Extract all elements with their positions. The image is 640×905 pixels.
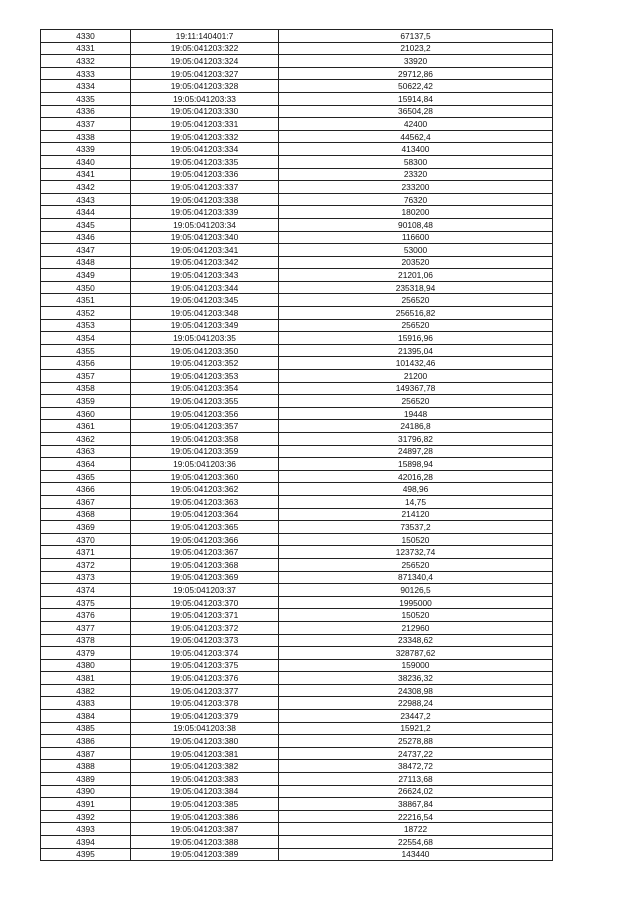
row-number-cell: 4395	[41, 848, 131, 861]
row-number-cell: 4380	[41, 659, 131, 672]
table-row	[41, 30, 553, 43]
table-row	[41, 722, 553, 735]
row-number-cell: 4333	[41, 67, 131, 80]
table-row	[41, 244, 553, 257]
row-number-cell: 4338	[41, 130, 131, 143]
row-number-cell: 4353	[41, 319, 131, 332]
cadastral-number-cell: 19:05:041203:324	[131, 55, 279, 68]
table-row	[41, 332, 553, 345]
table-row	[41, 80, 553, 93]
table-row	[41, 634, 553, 647]
row-number-cell: 4392	[41, 810, 131, 823]
table-row	[41, 760, 553, 773]
table-row	[41, 319, 553, 332]
value-cell: 50622,42	[279, 80, 553, 93]
value-cell: 33920	[279, 55, 553, 68]
table-row	[41, 155, 553, 168]
table-row	[41, 307, 553, 320]
cadastral-number-cell: 19:05:041203:336	[131, 168, 279, 181]
table-row	[41, 836, 553, 849]
row-number-cell: 4349	[41, 269, 131, 282]
table-row	[41, 710, 553, 723]
table-row	[41, 785, 553, 798]
value-cell: 256520	[279, 395, 553, 408]
value-cell: 21023,2	[279, 42, 553, 55]
cadastral-number-cell: 19:05:041203:356	[131, 407, 279, 420]
cadastral-number-cell: 19:05:041203:375	[131, 659, 279, 672]
row-number-cell: 4346	[41, 231, 131, 244]
value-cell: 38472,72	[279, 760, 553, 773]
value-cell: 256520	[279, 558, 553, 571]
row-number-cell: 4372	[41, 558, 131, 571]
row-number-cell: 4359	[41, 395, 131, 408]
cadastral-number-cell: 19:05:041203:328	[131, 80, 279, 93]
table-row	[41, 118, 553, 131]
cadastral-number-cell: 19:05:041203:378	[131, 697, 279, 710]
cadastral-number-cell: 19:05:041203:373	[131, 634, 279, 647]
value-cell: 24186,8	[279, 420, 553, 433]
table-row	[41, 420, 553, 433]
cadastral-number-cell: 19:05:041203:338	[131, 193, 279, 206]
row-number-cell: 4341	[41, 168, 131, 181]
table-row	[41, 533, 553, 546]
row-number-cell: 4360	[41, 407, 131, 420]
value-cell: 180200	[279, 206, 553, 219]
row-number-cell: 4374	[41, 584, 131, 597]
value-cell: 24897,28	[279, 445, 553, 458]
value-cell: 44562,4	[279, 130, 553, 143]
value-cell: 19448	[279, 407, 553, 420]
cadastral-number-cell: 19:11:140401:7	[131, 30, 279, 43]
cadastral-number-cell: 19:05:041203:362	[131, 483, 279, 496]
table-body	[41, 30, 553, 861]
cadastral-number-cell: 19:05:041203:35	[131, 332, 279, 345]
row-number-cell: 4384	[41, 710, 131, 723]
table-row	[41, 395, 553, 408]
value-cell: 29712,86	[279, 67, 553, 80]
table-row	[41, 798, 553, 811]
cadastral-number-cell: 19:05:041203:332	[131, 130, 279, 143]
cadastral-number-cell: 19:05:041203:348	[131, 307, 279, 320]
value-cell: 27113,68	[279, 773, 553, 786]
table-row	[41, 483, 553, 496]
value-cell: 38867,84	[279, 798, 553, 811]
table-row	[41, 370, 553, 383]
row-number-cell: 4354	[41, 332, 131, 345]
value-cell: 53000	[279, 244, 553, 257]
value-cell: 214120	[279, 508, 553, 521]
table-row	[41, 269, 553, 282]
cadastral-number-cell: 19:05:041203:388	[131, 836, 279, 849]
value-cell: 256520	[279, 294, 553, 307]
cadastral-number-cell: 19:05:041203:335	[131, 155, 279, 168]
table-row	[41, 470, 553, 483]
cadastral-number-cell: 19:05:041203:385	[131, 798, 279, 811]
value-cell: 212960	[279, 621, 553, 634]
cadastral-number-cell: 19:05:041203:334	[131, 143, 279, 156]
cadastral-number-cell: 19:05:041203:345	[131, 294, 279, 307]
value-cell: 22554,68	[279, 836, 553, 849]
cadastral-number-cell: 19:05:041203:389	[131, 848, 279, 861]
row-number-cell: 4391	[41, 798, 131, 811]
table-row	[41, 193, 553, 206]
table-row	[41, 584, 553, 597]
value-cell: 38236,32	[279, 672, 553, 685]
table-row	[41, 382, 553, 395]
row-number-cell: 4382	[41, 684, 131, 697]
row-number-cell: 4363	[41, 445, 131, 458]
row-number-cell: 4340	[41, 155, 131, 168]
row-number-cell: 4345	[41, 218, 131, 231]
row-number-cell: 4351	[41, 294, 131, 307]
value-cell: 328787,62	[279, 647, 553, 660]
table-row	[41, 546, 553, 559]
cadastral-number-cell: 19:05:041203:360	[131, 470, 279, 483]
cadastral-number-cell: 19:05:041203:383	[131, 773, 279, 786]
value-cell: 15914,84	[279, 92, 553, 105]
cadastral-number-cell: 19:05:041203:358	[131, 433, 279, 446]
cadastral-number-cell: 19:05:041203:369	[131, 571, 279, 584]
cadastral-number-cell: 19:05:041203:340	[131, 231, 279, 244]
cadastral-number-cell: 19:05:041203:364	[131, 508, 279, 521]
row-number-cell: 4387	[41, 747, 131, 760]
cadastral-number-cell: 19:05:041203:367	[131, 546, 279, 559]
table-row	[41, 621, 553, 634]
table-row	[41, 596, 553, 609]
cadastral-number-cell: 19:05:041203:339	[131, 206, 279, 219]
value-cell: 256520	[279, 319, 553, 332]
value-cell: 73537,2	[279, 521, 553, 534]
cadastral-number-cell: 19:05:041203:368	[131, 558, 279, 571]
value-cell: 15898,94	[279, 458, 553, 471]
cadastral-number-cell: 19:05:041203:330	[131, 105, 279, 118]
cadastral-number-cell: 19:05:041203:350	[131, 344, 279, 357]
row-number-cell: 4379	[41, 647, 131, 660]
row-number-cell: 4344	[41, 206, 131, 219]
value-cell: 90108,48	[279, 218, 553, 231]
table-row	[41, 571, 553, 584]
table-row	[41, 445, 553, 458]
row-number-cell: 4339	[41, 143, 131, 156]
row-number-cell: 4385	[41, 722, 131, 735]
value-cell: 31796,82	[279, 433, 553, 446]
cadastral-number-cell: 19:05:041203:366	[131, 533, 279, 546]
value-cell: 150520	[279, 533, 553, 546]
row-number-cell: 4358	[41, 382, 131, 395]
cadastral-number-cell: 19:05:041203:342	[131, 256, 279, 269]
value-cell: 15921,2	[279, 722, 553, 735]
value-cell: 24737,22	[279, 747, 553, 760]
value-cell: 413400	[279, 143, 553, 156]
cadastral-number-cell: 19:05:041203:363	[131, 495, 279, 508]
row-number-cell: 4394	[41, 836, 131, 849]
cadastral-number-cell: 19:05:041203:344	[131, 281, 279, 294]
value-cell: 22988,24	[279, 697, 553, 710]
value-cell: 22216,54	[279, 810, 553, 823]
value-cell: 90126,5	[279, 584, 553, 597]
table-row	[41, 231, 553, 244]
row-number-cell: 4330	[41, 30, 131, 43]
cadastral-number-cell: 19:05:041203:386	[131, 810, 279, 823]
value-cell: 116600	[279, 231, 553, 244]
row-number-cell: 4343	[41, 193, 131, 206]
value-cell: 42400	[279, 118, 553, 131]
row-number-cell: 4376	[41, 609, 131, 622]
table-row	[41, 294, 553, 307]
table-row	[41, 181, 553, 194]
cadastral-number-cell: 19:05:041203:331	[131, 118, 279, 131]
table-row	[41, 218, 553, 231]
table-row	[41, 55, 553, 68]
value-cell: 143440	[279, 848, 553, 861]
row-number-cell: 4365	[41, 470, 131, 483]
value-cell: 101432,46	[279, 357, 553, 370]
cadastral-number-cell: 19:05:041203:380	[131, 735, 279, 748]
row-number-cell: 4331	[41, 42, 131, 55]
value-cell: 26624,02	[279, 785, 553, 798]
value-cell: 21395,04	[279, 344, 553, 357]
row-number-cell: 4383	[41, 697, 131, 710]
value-cell: 21200	[279, 370, 553, 383]
table-row	[41, 508, 553, 521]
table-row	[41, 495, 553, 508]
value-cell: 203520	[279, 256, 553, 269]
table-row	[41, 357, 553, 370]
table-row	[41, 256, 553, 269]
cadastral-number-cell: 19:05:041203:354	[131, 382, 279, 395]
table-row	[41, 407, 553, 420]
cadastral-number-cell: 19:05:041203:327	[131, 67, 279, 80]
cadastral-number-cell: 19:05:041203:374	[131, 647, 279, 660]
cadastral-number-cell: 19:05:041203:36	[131, 458, 279, 471]
value-cell: 498,96	[279, 483, 553, 496]
cadastral-number-cell: 19:05:041203:387	[131, 823, 279, 836]
cadastral-number-cell: 19:05:041203:357	[131, 420, 279, 433]
table-row	[41, 344, 553, 357]
row-number-cell: 4381	[41, 672, 131, 685]
cadastral-number-cell: 19:05:041203:341	[131, 244, 279, 257]
row-number-cell: 4356	[41, 357, 131, 370]
value-cell: 1995000	[279, 596, 553, 609]
row-number-cell: 4348	[41, 256, 131, 269]
cadastral-number-cell: 19:05:041203:33	[131, 92, 279, 105]
value-cell: 23447,2	[279, 710, 553, 723]
cadastral-number-cell: 19:05:041203:353	[131, 370, 279, 383]
cadastral-number-cell: 19:05:041203:38	[131, 722, 279, 735]
row-number-cell: 4378	[41, 634, 131, 647]
row-number-cell: 4350	[41, 281, 131, 294]
row-number-cell: 4337	[41, 118, 131, 131]
value-cell: 15916,96	[279, 332, 553, 345]
table-row	[41, 281, 553, 294]
value-cell: 25278,88	[279, 735, 553, 748]
cadastral-value-table	[40, 29, 553, 861]
row-number-cell: 4342	[41, 181, 131, 194]
row-number-cell: 4373	[41, 571, 131, 584]
row-number-cell: 4393	[41, 823, 131, 836]
value-cell: 23348,62	[279, 634, 553, 647]
value-cell: 256516,82	[279, 307, 553, 320]
cadastral-number-cell: 19:05:041203:359	[131, 445, 279, 458]
row-number-cell: 4388	[41, 760, 131, 773]
table-row	[41, 697, 553, 710]
cadastral-number-cell: 19:05:041203:379	[131, 710, 279, 723]
table-row	[41, 105, 553, 118]
table-row	[41, 773, 553, 786]
row-number-cell: 4369	[41, 521, 131, 534]
cadastral-number-cell: 19:05:041203:370	[131, 596, 279, 609]
value-cell: 58300	[279, 155, 553, 168]
row-number-cell: 4386	[41, 735, 131, 748]
row-number-cell: 4364	[41, 458, 131, 471]
table-row	[41, 558, 553, 571]
value-cell: 21201,06	[279, 269, 553, 282]
table-row	[41, 130, 553, 143]
table-row	[41, 433, 553, 446]
row-number-cell: 4335	[41, 92, 131, 105]
row-number-cell: 4367	[41, 495, 131, 508]
table-row	[41, 458, 553, 471]
value-cell: 23320	[279, 168, 553, 181]
table-row	[41, 168, 553, 181]
cadastral-number-cell: 19:05:041203:365	[131, 521, 279, 534]
row-number-cell: 4336	[41, 105, 131, 118]
table-row	[41, 647, 553, 660]
table-row	[41, 823, 553, 836]
table-row	[41, 143, 553, 156]
table-row	[41, 521, 553, 534]
cadastral-number-cell: 19:05:041203:376	[131, 672, 279, 685]
row-number-cell: 4355	[41, 344, 131, 357]
cadastral-number-cell: 19:05:041203:377	[131, 684, 279, 697]
cadastral-number-cell: 19:05:041203:37	[131, 584, 279, 597]
row-number-cell: 4347	[41, 244, 131, 257]
row-number-cell: 4362	[41, 433, 131, 446]
value-cell: 159000	[279, 659, 553, 672]
cadastral-number-cell: 19:05:041203:382	[131, 760, 279, 773]
table-row	[41, 684, 553, 697]
cadastral-number-cell: 19:05:041203:343	[131, 269, 279, 282]
cadastral-number-cell: 19:05:041203:381	[131, 747, 279, 760]
value-cell: 42016,28	[279, 470, 553, 483]
value-cell: 149367,78	[279, 382, 553, 395]
table-row	[41, 810, 553, 823]
table-row	[41, 848, 553, 861]
value-cell: 150520	[279, 609, 553, 622]
table-row	[41, 609, 553, 622]
row-number-cell: 4371	[41, 546, 131, 559]
row-number-cell: 4377	[41, 621, 131, 634]
row-number-cell: 4357	[41, 370, 131, 383]
table-row	[41, 92, 553, 105]
value-cell: 871340,4	[279, 571, 553, 584]
cadastral-number-cell: 19:05:041203:355	[131, 395, 279, 408]
cadastral-number-cell: 19:05:041203:384	[131, 785, 279, 798]
cadastral-number-cell: 19:05:041203:371	[131, 609, 279, 622]
table-row	[41, 747, 553, 760]
table-row	[41, 67, 553, 80]
row-number-cell: 4361	[41, 420, 131, 433]
cadastral-number-cell: 19:05:041203:322	[131, 42, 279, 55]
value-cell: 233200	[279, 181, 553, 194]
cadastral-number-cell: 19:05:041203:352	[131, 357, 279, 370]
value-cell: 36504,28	[279, 105, 553, 118]
table-row	[41, 672, 553, 685]
cadastral-number-cell: 19:05:041203:372	[131, 621, 279, 634]
row-number-cell: 4368	[41, 508, 131, 521]
value-cell: 76320	[279, 193, 553, 206]
row-number-cell: 4366	[41, 483, 131, 496]
table-row	[41, 659, 553, 672]
value-cell: 18722	[279, 823, 553, 836]
value-cell: 67137,5	[279, 30, 553, 43]
cadastral-number-cell: 19:05:041203:34	[131, 218, 279, 231]
value-cell: 123732,74	[279, 546, 553, 559]
row-number-cell: 4332	[41, 55, 131, 68]
table-row	[41, 42, 553, 55]
value-cell: 24308,98	[279, 684, 553, 697]
table-row	[41, 735, 553, 748]
row-number-cell: 4375	[41, 596, 131, 609]
cadastral-number-cell: 19:05:041203:337	[131, 181, 279, 194]
table-row	[41, 206, 553, 219]
row-number-cell: 4389	[41, 773, 131, 786]
row-number-cell: 4390	[41, 785, 131, 798]
value-cell: 14,75	[279, 495, 553, 508]
row-number-cell: 4352	[41, 307, 131, 320]
cadastral-number-cell: 19:05:041203:349	[131, 319, 279, 332]
value-cell: 235318,94	[279, 281, 553, 294]
row-number-cell: 4334	[41, 80, 131, 93]
row-number-cell: 4370	[41, 533, 131, 546]
